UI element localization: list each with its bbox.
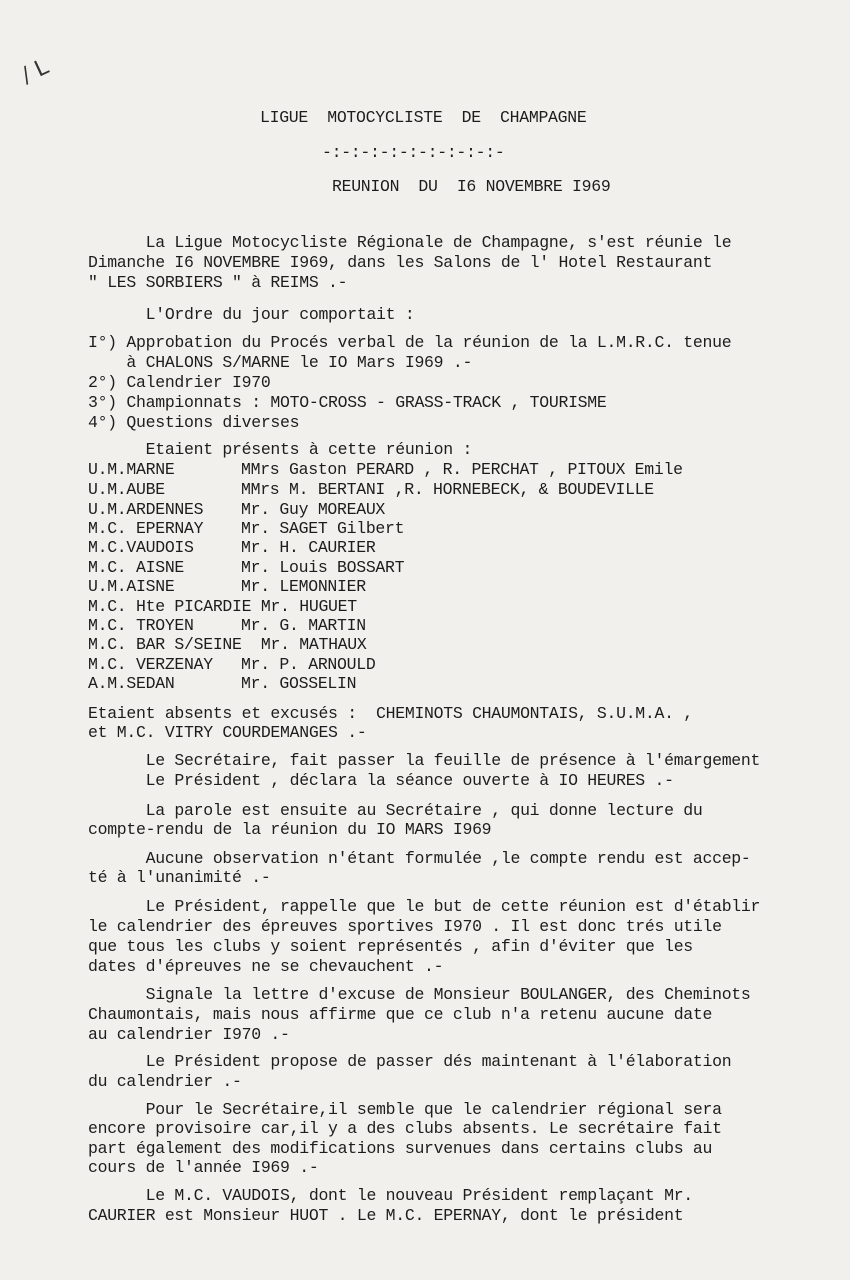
agenda-item: 2°) Calendrier I970 — [88, 373, 271, 392]
text-line: La Ligue Motocycliste Régionale de Champagne, s'est réunie le — [88, 233, 732, 252]
attendee-row — [88, 597, 357, 617]
text-line: Dimanche I6 NOVEMBRE I969, dans les Salons de l' Hotel Restaurant — [88, 253, 713, 272]
text-line: Le M.C. VAUDOIS, dont le nouveau Président remplaçant Mr. — [88, 1186, 693, 1205]
text-line: compte-rendu de la réunion du IO MARS I969 — [88, 820, 492, 839]
text-line: té à l'unanimité .- — [88, 868, 271, 887]
club-members: Mr. G. MARTIN — [241, 616, 366, 635]
text-line: que tous les clubs y soient représentés , afin d'éviter que les — [88, 937, 693, 956]
club-name: U.M.MARNE — [88, 460, 175, 479]
text-line: CAURIER est Monsieur HUOT . Le M.C. EPERNAY, dont le président — [88, 1206, 684, 1225]
text-line: " LES SORBIERS " à REIMS .- — [88, 273, 348, 292]
text-line: Aucune observation n'étant formulée ,le compte rendu est accep- — [88, 849, 751, 868]
document-title: LIGUE MOTOCYCLISTE DE CHAMPAGNE — [260, 108, 587, 127]
title-separator: -:-:-:-:-:-:-:-:-:- — [322, 143, 505, 162]
club-name: U.M.AUBE — [88, 480, 165, 499]
club-name: U.M.ARDENNES — [88, 500, 204, 519]
text-line: le calendrier des épreuves sportives I970 . Il est donc trés utile — [88, 917, 722, 936]
attendee-row — [88, 519, 404, 539]
agenda-item: 4°) Questions diverses — [88, 413, 300, 432]
text-line: Le Secrétaire, fait passer la feuille de présence à l'émargement — [88, 751, 761, 770]
text-line: Chaumontais, mais nous affirme que ce club n'a retenu aucune date — [88, 1005, 713, 1024]
text-line: et M.C. VITRY COURDEMANGES .- — [88, 723, 367, 742]
club-name: M.C. AISNE — [88, 558, 185, 577]
text-line: Le Président , déclara la séance ouverte à IO HEURES .- — [88, 771, 674, 790]
attendees-heading: Etaient présents à cette réunion : — [88, 440, 473, 459]
attendee-row — [88, 616, 366, 636]
text-line: part également des modifications survenues dans certains clubs au — [88, 1139, 713, 1158]
agenda-item: I°) Approbation du Procés verbal de la réunion de la L.M.R.C. tenue — [88, 333, 732, 352]
club-members: Mr. LEMONNIER — [241, 577, 366, 596]
club-members: MMrs M. BERTANI ,R. HORNEBECK, & BOUDEVILLE — [241, 480, 654, 499]
agenda-heading: L'Ordre du jour comportait : — [88, 305, 415, 324]
attendee-row — [88, 558, 404, 578]
attendee-row — [88, 635, 366, 655]
attendee-row — [88, 460, 683, 480]
text-line: dates d'épreuves ne se chevauchent .- — [88, 957, 444, 976]
text-line: Signale la lettre d'excuse de Monsieur BOULANGER, des Cheminots — [88, 985, 751, 1004]
attendee-row — [88, 500, 385, 520]
club-name: M.C. VERZENAY — [88, 655, 213, 674]
attendee-row — [88, 674, 356, 694]
club-name: U.M.AISNE — [88, 577, 175, 596]
club-name: M.C. EPERNAY — [88, 519, 204, 538]
text-line: encore provisoire car,il y a des clubs absents. Le secrétaire fait — [88, 1119, 722, 1138]
club-name: M.C. BAR S/SEINE — [88, 635, 242, 654]
text-line: Etaient absents et excusés : CHEMINOTS CHAUMONTAIS, S.U.M.A. , — [88, 704, 693, 723]
club-members: Mr. GOSSELIN — [241, 674, 357, 693]
attendee-row — [88, 480, 654, 500]
text-line: du calendrier .- — [88, 1072, 242, 1091]
club-name: M.C. Hte PICARDIE — [88, 597, 252, 616]
attendee-row — [88, 655, 375, 675]
text-line: La parole est ensuite au Secrétaire , qui donne lecture du — [88, 801, 703, 820]
agenda-item: 3°) Championnats : MOTO-CROSS - GRASS-TRACK , TOURISME — [88, 393, 607, 412]
text-line: cours de l'année I969 .- — [88, 1158, 319, 1177]
handwritten-mark: / ᒪ — [17, 54, 53, 89]
club-members: Mr. HUGUET — [260, 597, 357, 616]
club-members: Mr. Louis BOSSART — [241, 558, 405, 577]
agenda-item: à CHALONS S/MARNE le IO Mars I969 .- — [88, 353, 473, 372]
text-line: Le Président, rappelle que le but de cette réunion est d'établir — [88, 897, 761, 916]
club-members: Mr. SAGET Gilbert — [241, 519, 405, 538]
club-members: Mr. MATHAUX — [260, 635, 367, 654]
text-line: au calendrier I970 .- — [88, 1025, 290, 1044]
club-members: MMrs Gaston PERARD , R. PERCHAT , PITOUX Emile — [241, 460, 683, 479]
club-members: Mr. H. CAURIER — [241, 538, 376, 557]
club-name: M.C.VAUDOIS — [88, 538, 194, 557]
club-members: Mr. P. ARNOULD — [241, 655, 376, 674]
club-name: A.M.SEDAN — [88, 674, 175, 693]
club-members: Mr. Guy MOREAUX — [241, 500, 386, 519]
meeting-date: REUNION DU I6 NOVEMBRE I969 — [332, 177, 611, 196]
text-line: Pour le Secrétaire,il semble que le calendrier régional sera — [88, 1100, 722, 1119]
attendee-row — [88, 577, 366, 597]
text-line: Le Président propose de passer dés maintenant à l'élaboration — [88, 1052, 732, 1071]
attendee-row — [88, 538, 375, 558]
club-name: M.C. TROYEN — [88, 616, 194, 635]
